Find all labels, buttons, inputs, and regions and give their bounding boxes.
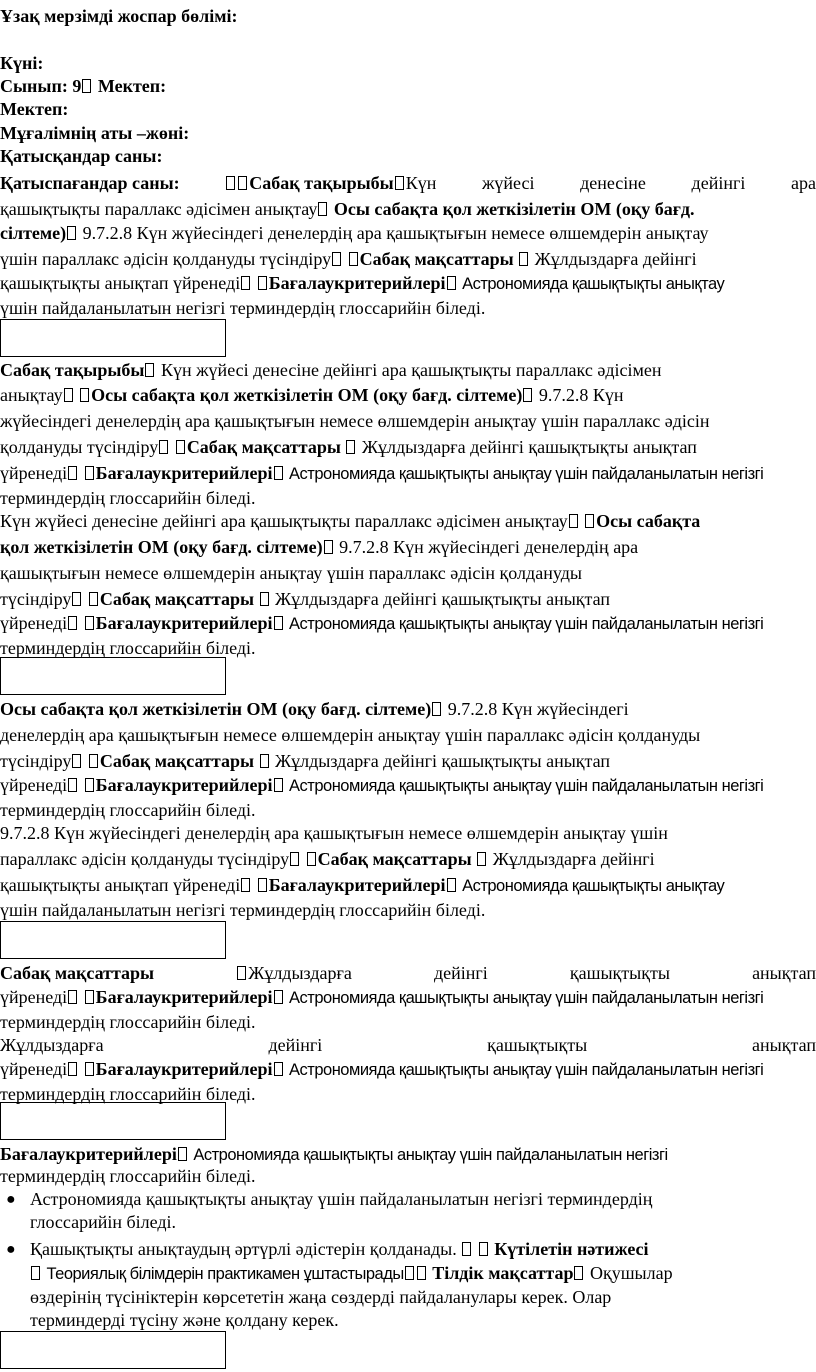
missing-glyph-icon xyxy=(85,778,94,792)
missing-glyph-icon xyxy=(72,592,81,606)
date-label: Күні: xyxy=(0,53,44,73)
criteria-label: Бағалаукритерийлері xyxy=(0,1144,177,1164)
text-line: анықтау Осы сабақта қол жеткізілетін ОМ (оқу бағд. сілтеме) 9.7.2.8 Күн xyxy=(0,385,624,405)
missing-glyph-icon xyxy=(523,388,532,402)
missing-glyph-icon xyxy=(395,176,404,190)
teacher-label: Мұғалімнің аты –жөні: xyxy=(0,123,190,143)
missing-glyph-icon xyxy=(447,276,456,290)
missing-glyph-icon xyxy=(31,1266,40,1280)
list-item-continued: терминдерді түсіну және қолдану керек. xyxy=(30,1310,339,1330)
text-line: қол жеткізілетін ОМ (оқу бағд. сілтеме) 9.7.2.8 Күн жүйесіндегі денелердің ара xyxy=(0,537,639,557)
missing-glyph-icon xyxy=(226,176,235,190)
missing-glyph-icon xyxy=(274,616,283,630)
text-line: үйренеді Бағалаукритерийлері Астрономияда қашықтықты анықтау үшін пайдаланылатын негізгі xyxy=(0,613,764,633)
missing-glyph-icon xyxy=(324,540,333,554)
goals-line: Сабақ мақсаттары Жұлдыздарға дейінгі қашықтықты анықтап xyxy=(0,963,816,983)
text-line: түсіндіру Сабақ мақсаттары Жұлдыздарға дейінгі қашықтықты анықтап xyxy=(0,751,611,771)
missing-glyph-icon xyxy=(89,592,98,606)
absent-count-label: Қатыспағандар саны: xyxy=(0,173,180,193)
missing-glyph-icon xyxy=(349,252,358,266)
text-line: Осы сабақта қол жеткізілетін ОМ (оқу бағд. сілтеме) 9.7.2.8 Күн жүйесіндегі xyxy=(0,699,629,719)
text-line: қашықтығын немесе өлшемдерін анықтау үшін параллакс әдісін қолдануды xyxy=(0,563,582,583)
text-line: 9.7.2.8 Күн жүйесіндегі денелердің ара қашықтығын немесе өлшемдерін анықтау үшін xyxy=(0,823,668,843)
text-line: Сабақ тақырыбы Күн жүйесі денесіне дейінгі ара қашықтықты параллакс әдісімен xyxy=(0,360,662,380)
missing-glyph-icon xyxy=(176,440,185,454)
missing-glyph-icon xyxy=(479,1242,488,1256)
missing-glyph-icon xyxy=(238,176,247,190)
text-line: қашықтықты анықтап үйренеді Бағалаукритерийлері Астрономияда қашықтықты анықтау xyxy=(0,875,725,895)
missing-glyph-icon xyxy=(258,878,267,892)
text-line: қолдануды түсіндіру Сабақ мақсаттары Жұлдыздарға дейінгі қашықтықты анықтап xyxy=(0,437,697,457)
missing-glyph-icon xyxy=(241,878,250,892)
empty-frame xyxy=(0,657,226,695)
missing-glyph-icon xyxy=(237,966,246,980)
text-line: Күн жүйесі денесіне дейінгі ара қашықтықты параллакс әдісімен анықтау Осы сабақта xyxy=(0,511,701,531)
list-item-continued: өздерінің түсініктерін көрсететін жаңа сөздерді пайдаланулары керек. Олар xyxy=(30,1287,612,1307)
missing-glyph-icon xyxy=(290,852,299,866)
class-school-line xyxy=(0,75,166,97)
missing-glyph-icon xyxy=(569,514,578,528)
text-line: қашықтықты анықтап үйренеді Бағалаукритерийлері Астрономияда қашықтықты анықтау xyxy=(0,273,725,293)
text-line: үшін пайдаланылатын негізгі терминдердің глоссарийін біледі. xyxy=(0,900,486,920)
method-text: Қашықтықты анықтаудың әртүрлі әдістерін қолданады. xyxy=(30,1239,457,1259)
criteria-line: Бағалаукритерийлері Астрономияда қашықтықты анықтау үшін пайдаланылатын негізгі xyxy=(0,1144,668,1164)
text-line: терминдердің глоссарийін біледі. xyxy=(0,800,256,820)
text-line: үйренеді Бағалаукритерийлері Астрономияда қашықтықты анықтау үшін пайдаланылатын негізгі xyxy=(0,463,764,483)
section-title: Ұзақ мерзімді жоспар бөлімі: xyxy=(0,6,238,26)
text-line: үйренеді Бағалаукритерийлері Астрономияда қашықтықты анықтау үшін пайдаланылатын негізгі xyxy=(0,1059,764,1079)
missing-glyph-icon xyxy=(274,1062,283,1076)
missing-glyph-icon xyxy=(68,466,77,480)
missing-glyph-icon xyxy=(89,754,98,768)
empty-frame xyxy=(0,921,226,959)
missing-glyph-icon xyxy=(68,616,77,630)
text-line: денелердің ара қашықтығын немесе өлшемдерін анықтау үшін параллакс әдісін қолдануды xyxy=(0,725,701,745)
list-item-continued: глоссарийін біледі. xyxy=(30,1212,177,1232)
missing-glyph-icon xyxy=(274,466,283,480)
missing-glyph-icon xyxy=(585,514,594,528)
missing-glyph-icon xyxy=(68,1062,77,1076)
missing-glyph-icon xyxy=(332,252,341,266)
missing-glyph-icon xyxy=(574,1266,583,1280)
goals-label: Сабақ мақсаттары xyxy=(0,963,155,983)
missing-glyph-icon xyxy=(64,388,73,402)
text-line: түсіндіру Сабақ мақсаттары Жұлдыздарға дейінгі қашықтықты анықтап xyxy=(0,589,611,609)
missing-glyph-icon xyxy=(145,363,154,377)
missing-glyph-icon xyxy=(241,276,250,290)
list-item: Астрономияда қашықтықты анықтау үшін пайдаланылатын негізгі терминдердің xyxy=(30,1189,653,1209)
missing-glyph-icon xyxy=(477,852,486,866)
missing-glyph-icon xyxy=(274,778,283,792)
bullet-icon: ● xyxy=(6,1241,16,1258)
present-count-label: Қатысқандар саны: xyxy=(0,146,163,166)
bullet-icon: ● xyxy=(6,1191,16,1208)
missing-glyph-icon xyxy=(72,754,81,768)
missing-glyph-icon xyxy=(432,702,441,716)
goal-text-line: Жұлдыздарға дейінгі қашықтықты анықтап xyxy=(0,1035,816,1055)
missing-glyph-icon xyxy=(260,592,269,606)
empty-frame xyxy=(0,1331,226,1369)
missing-glyph-icon xyxy=(274,990,283,1004)
text-line: терминдердің глоссарийін біледі. xyxy=(0,1084,256,1104)
missing-glyph-icon xyxy=(85,990,94,1004)
topic-label: Сабақ тақырыбы xyxy=(249,173,394,193)
absent-topic-line: Қатыспағандар саны: Сабақ тақырыбы Күн жүйесі денесіне дейінгі ара xyxy=(0,173,816,193)
text-line: үйренеді Бағалаукритерийлері Астрономияда қашықтықты анықтау үшін пайдаланылатын негізгі xyxy=(0,987,764,1007)
text-line: сілтеме) 9.7.2.8 Күн жүйесіндегі денелердің ара қашықтығын немесе өлшемдерін анықтау xyxy=(0,223,709,243)
text-line: терминдердің глоссарийін біледі. xyxy=(0,638,256,658)
missing-glyph-icon xyxy=(178,1147,187,1161)
text-line: қашықтықты параллакс әдісімен анықтау Осы сабақта қол жеткізілетін ОМ (оқу бағд. xyxy=(0,199,695,219)
list-item-continued: Теориялық білімдерін практикамен ұштастырады Тілдік мақсаттар Оқушылар xyxy=(30,1262,673,1285)
expected-text: Теориялық білімдерін практикамен ұштастырады xyxy=(46,1265,404,1283)
missing-glyph-icon xyxy=(85,466,94,480)
missing-glyph-icon xyxy=(85,1062,94,1076)
list-item xyxy=(30,1238,649,1260)
missing-glyph-icon xyxy=(68,778,77,792)
missing-glyph-icon xyxy=(405,1266,414,1280)
missing-glyph-icon xyxy=(258,276,267,290)
empty-frame xyxy=(0,1102,226,1140)
missing-glyph-icon xyxy=(307,852,316,866)
text-line: үйренеді Бағалаукритерийлері Астрономияда қашықтықты анықтау үшін пайдаланылатын негізгі xyxy=(0,775,764,795)
missing-glyph-icon xyxy=(519,252,528,266)
missing-glyph-icon xyxy=(462,1242,471,1256)
text-line: терминдердің глоссарийін біледі. xyxy=(0,1166,256,1186)
missing-glyph-icon xyxy=(68,990,77,1004)
school-label: Мектеп: xyxy=(0,99,69,119)
school-label-inline: Мектеп: xyxy=(97,76,167,96)
missing-glyph-icon xyxy=(67,226,76,240)
text-line: терминдердің глоссарийін біледі. xyxy=(0,1012,256,1032)
text-line: терминдердің глоссарийін біледі. xyxy=(0,488,256,508)
missing-glyph-icon xyxy=(447,878,456,892)
missing-glyph-icon xyxy=(318,202,327,216)
text-line: жүйесіндегі денелердің ара қашықтығын немесе өлшемдерін анықтау үшін параллакс әдісін xyxy=(0,411,710,431)
missing-glyph-icon xyxy=(80,388,89,402)
missing-glyph-icon xyxy=(82,79,91,93)
text-line: үшін пайдаланылатын негізгі терминдердің глоссарийін біледі. xyxy=(0,298,486,318)
missing-glyph-icon xyxy=(346,440,355,454)
missing-glyph-icon xyxy=(159,440,168,454)
empty-frame xyxy=(0,319,226,357)
class-label: Сынып: 9 xyxy=(0,76,82,96)
expected-label: Күтілетін нәтижесі xyxy=(494,1239,649,1259)
language-goals-label: Тілдік мақсаттар xyxy=(432,1263,574,1283)
text-line: параллакс әдісін қолдануды түсіндіру Сабақ мақсаттары Жұлдыздарға дейінгі xyxy=(0,849,655,869)
missing-glyph-icon xyxy=(260,754,269,768)
missing-glyph-icon xyxy=(417,1266,426,1280)
missing-glyph-icon xyxy=(85,616,94,630)
text-line: үшін параллакс әдісін қолдануды түсіндіру Сабақ мақсаттары Жұлдыздарға дейінгі xyxy=(0,249,697,269)
